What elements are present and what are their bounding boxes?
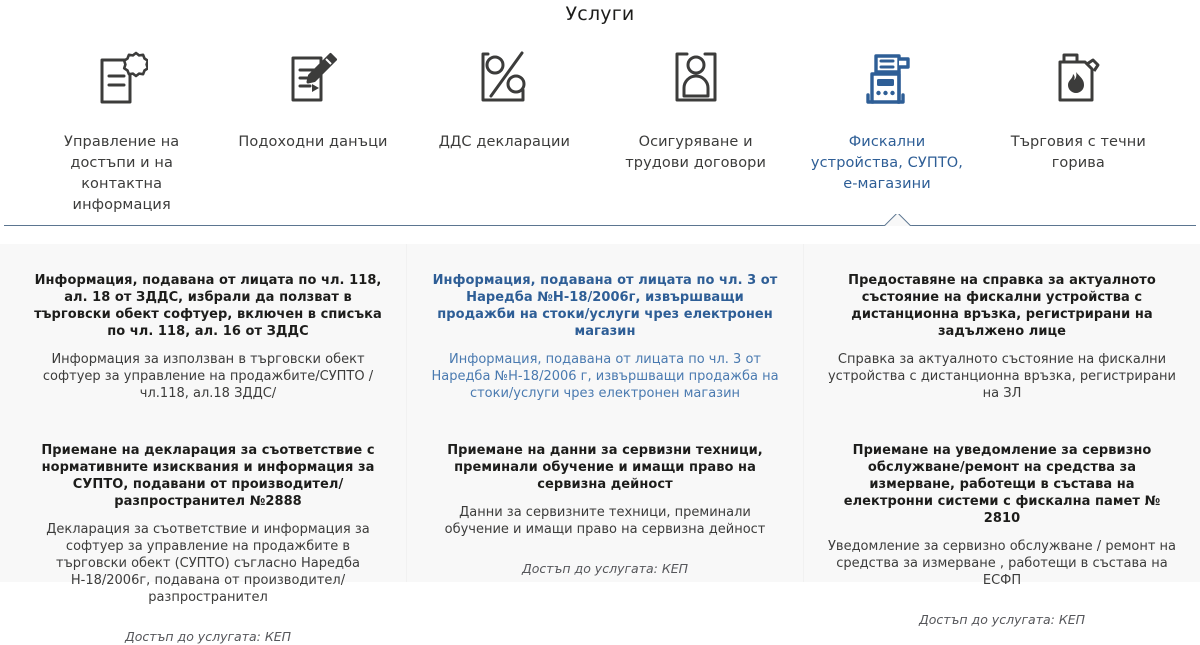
service-card-description: Данни за сервизните техници, преминали обучение и имащи право на сервизна дейност xyxy=(444,505,766,537)
tab-vat-declarations[interactable] xyxy=(409,48,600,153)
active-tab-pointer-icon xyxy=(880,214,926,226)
tab-label: Фискални устройства, СУПТО, е-магазини xyxy=(810,134,964,192)
tab-insurance-labour-contracts[interactable] xyxy=(600,48,791,174)
tab-label: Осигуряване и трудови договори xyxy=(625,134,767,171)
tab-label: Управление на достъпи и на контактна информация xyxy=(64,134,180,213)
service-card-title: Приемане на декларация за съответствие с нормативните изисквания и информация за СУПТО, подавани от производител/разпространител №2888 xyxy=(41,443,375,509)
service-card-access: Достъп до услугата: КЕП xyxy=(522,561,688,576)
percent-document-icon xyxy=(476,48,532,110)
service-cards-area xyxy=(0,244,1200,644)
service-card-title: Предоставяне на справка за актуалното състояние на фискални устройства с дистанционна връзка, регистрирани на задължено лице xyxy=(848,273,1156,339)
service-card-description: Информация за използван в търговски обект софтуер за управление на продажбите/СУПТО /чл.118, ал.18 ЗДДС/ xyxy=(42,352,374,401)
tabs-separator xyxy=(0,218,1200,244)
tab-liquid-fuels-trade[interactable] xyxy=(983,48,1174,174)
service-card-access: Достъп до услугата: КЕП xyxy=(919,612,1085,627)
service-card-access: Достъп до услугата: КЕП xyxy=(125,629,291,644)
service-card-title: Информация, подавана от лицата по чл. 118, ал. 18 от ЗДДС, избрали да ползват в търговски обект софтуер, включен в списъка по чл. 118, ал. 16 от ЗДДС xyxy=(34,273,382,339)
tab-access-management[interactable] xyxy=(26,48,217,216)
separator-line xyxy=(4,225,1196,226)
service-card[interactable] xyxy=(10,244,406,414)
tab-label: ДДС декларации xyxy=(438,134,571,150)
service-card-title: Информация, подавана от лицата по чл. 3 от Наредба №Н-18/2006г, извършващи продажби на стоки/услуги чрез електронен магазин xyxy=(432,273,778,339)
service-card-title: Приемане на уведомление за сервизно обслужване/ремонт на средства за измерване, работещи в състава на електронни системи с фискална памет № 2810 xyxy=(843,443,1161,526)
service-card[interactable] xyxy=(406,414,803,582)
cash-register-icon xyxy=(859,48,915,110)
service-card-description: Информация, подавана от лицата по чл. 3 от Наредба №Н-18/2006 г, извършващи продажба на стоки/услуги чрез електронен магазин xyxy=(431,352,779,401)
service-card-description: Справка за актуалното състояние на фискални устройства с дистанционна връзка, регистрирани на ЗЛ xyxy=(827,352,1176,401)
service-cards-row xyxy=(10,414,1200,644)
service-card[interactable] xyxy=(10,414,406,644)
service-card[interactable] xyxy=(406,244,803,414)
tab-income-taxes[interactable] xyxy=(217,48,408,153)
tab-fiscal-devices[interactable] xyxy=(791,48,982,195)
tab-label: Търговия с течни горива xyxy=(1010,134,1146,171)
document-pencil-icon xyxy=(286,48,340,110)
document-gear-icon xyxy=(96,48,148,110)
service-card-description: Декларация за съответствие и информация за софтуер за управление на продажбите в търговски обект (СУПТО) съгласно Наредба Н-18/2006г, подавана от производител/разпространител xyxy=(46,522,370,605)
service-card-description: Уведомление за сервизно обслужване / ремонт на средства за измерване , работещи в състава на ЕСФП xyxy=(827,539,1177,588)
person-document-icon xyxy=(669,48,723,110)
service-card[interactable] xyxy=(803,244,1200,414)
service-card[interactable] xyxy=(803,414,1200,627)
service-cards-row xyxy=(10,244,1200,414)
page-title: Услуги xyxy=(565,3,635,25)
service-card-title: Приемане на данни за сервизни техници, преминали обучение и имащи право на сервизна дейност xyxy=(447,443,763,492)
fuel-canister-flame-icon xyxy=(1051,48,1105,110)
service-category-tabs xyxy=(0,26,1200,218)
tab-label: Подоходни данъци xyxy=(238,134,388,150)
